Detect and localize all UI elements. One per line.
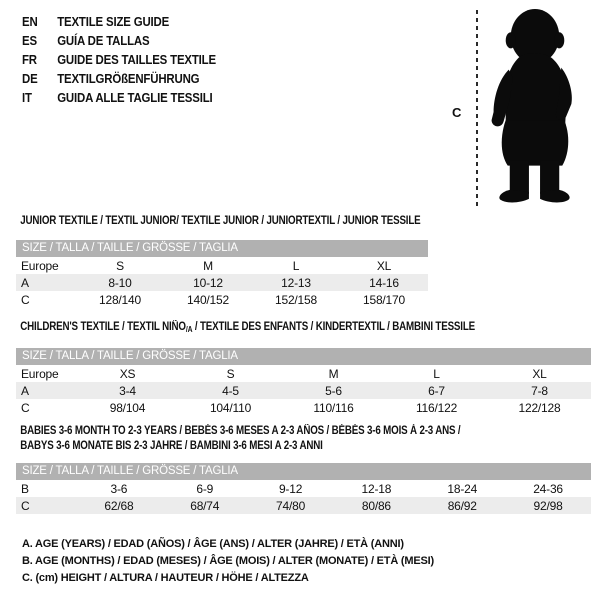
language-row-en (22, 12, 216, 31)
table-cell: 3-6 (110, 481, 128, 496)
language-list (22, 12, 216, 107)
height-measure-label: C (452, 105, 462, 120)
table-cell: S (116, 258, 124, 273)
row-label: C (21, 292, 30, 307)
table-row (16, 480, 591, 497)
row-label: C (21, 498, 30, 513)
table-cell: 128/140 (99, 292, 141, 307)
table-row (16, 274, 428, 291)
table-cell: 4-5 (222, 383, 239, 398)
language-code: FR (22, 52, 37, 67)
table-cell: 10-12 (193, 275, 223, 290)
junior-table-title: JUNIOR TEXTILE / TEXTIL JUNIOR/ TEXTILE JUNIOR / JUNIORTEXTIL / JUNIOR TESSILE (20, 215, 421, 227)
table-cell: 98/104 (109, 400, 146, 415)
note-age-months: B. AGE (MONTHS) / EDAD (MESES) / ÂGE (MOIS) / ALTER (MONATE) / ETÀ (MESI) (22, 555, 434, 567)
row-label: Europe (21, 366, 59, 381)
language-text: TEXTILGRÖßENFÜHRUNG (57, 71, 200, 86)
table-cell: 14-16 (369, 275, 399, 290)
legend-notes (22, 536, 434, 587)
table-cell: 80/86 (361, 498, 391, 513)
table-cell: L (433, 366, 440, 381)
note-height-cm: C. (cm) HEIGHT / ALTURA / HAUTEUR / HÖHE / ALTEZZA (22, 572, 309, 584)
table-row (16, 365, 591, 382)
table-cell: 152/158 (275, 292, 317, 307)
size-header-bar: SIZE / TALLA / TAILLE / GRÖSSE / TAGLIA (16, 348, 591, 365)
table-cell: 158/170 (363, 292, 405, 307)
table-cell: 7-8 (531, 383, 548, 398)
table-row (16, 497, 591, 514)
note-age-years: A. AGE (YEARS) / EDAD (AÑOS) / ÂGE (ANS) / ALTER (JAHRE) / ETÀ (ANNI) (22, 538, 404, 550)
table-cell: 5-6 (325, 383, 342, 398)
table-cell: L (292, 258, 300, 273)
table-cell: 18-24 (447, 481, 478, 496)
babies-table-title-line1: BABIES 3-6 MONTH TO 2-3 YEARS / BEBÉS 3-6 MESES A 2-3 AÑOS / BÉBÉS 3-6 MOIS À 2-3 ANS / (20, 425, 461, 437)
babies-textile-section (16, 424, 591, 514)
table-cell: 68/74 (190, 498, 220, 513)
table-cell: 3-4 (119, 383, 136, 398)
babies-table-title-line2: BABYS 3-6 MONATE BIS 2-3 JAHRE / BAMBINI 3-6 MESI A 2-3 ANNI (20, 440, 323, 452)
table-cell: 74/80 (276, 498, 306, 513)
language-row-fr (22, 50, 216, 69)
table-cell: 140/152 (187, 292, 229, 307)
language-row-it (22, 88, 216, 107)
table-cell: S (226, 366, 235, 381)
language-text: GUIDE DES TAILLES TEXTILE (57, 52, 216, 67)
language-row-es (22, 31, 216, 50)
size-header-bar: SIZE / TALLA / TAILLE / GRÖSSE / TAGLIA (16, 463, 591, 480)
language-code: DE (22, 71, 38, 86)
table-cell: M (203, 258, 213, 273)
table-cell: 86/92 (447, 498, 477, 513)
table-cell: 122/128 (518, 400, 561, 415)
language-code: IT (22, 90, 32, 105)
table-cell: 6-9 (196, 481, 214, 496)
junior-textile-section (16, 214, 428, 308)
table-row (16, 382, 591, 399)
height-measure-dashed-line (476, 10, 478, 206)
childrens-table-title (16, 320, 505, 337)
row-label: C (21, 400, 30, 415)
table-cell: 12-13 (281, 275, 311, 290)
language-text: GUÍA DE TALLAS (57, 33, 150, 48)
table-row (16, 399, 591, 416)
row-label: A (21, 383, 29, 398)
language-code: EN (22, 14, 38, 29)
row-label: Europe (21, 258, 59, 273)
table-cell: XL (532, 366, 547, 381)
childrens-textile-section (16, 320, 591, 416)
table-cell: XS (119, 366, 136, 381)
height-figure (450, 5, 595, 210)
table-cell: M (328, 366, 339, 381)
table-cell: 92/98 (533, 498, 563, 513)
table-cell: 6-7 (428, 383, 445, 398)
language-text: GUIDA ALLE TAGLIE TESSILI (57, 90, 213, 105)
table-row (16, 257, 428, 274)
table-cell: 110/116 (313, 400, 354, 415)
table-cell: 9-12 (278, 481, 303, 496)
language-code: ES (22, 33, 37, 48)
toddler-silhouette-icon (484, 7, 586, 209)
title-part: CHILDREN'S TEXTILE / TEXTIL NIÑO (20, 321, 186, 333)
table-cell: 116/122 (415, 400, 458, 415)
table-cell: 104/110 (209, 400, 252, 415)
table-cell: XL (376, 258, 392, 273)
size-header-bar: SIZE / TALLA / TAILLE / GRÖSSE / TAGLIA (16, 240, 428, 257)
table-cell: 62/68 (104, 498, 134, 513)
table-cell: 12-18 (361, 481, 392, 496)
table-cell: 24-36 (533, 481, 563, 496)
row-label: B (21, 481, 29, 496)
language-row-de (22, 69, 216, 88)
title-subscript: /A (185, 325, 193, 334)
row-label: A (21, 275, 29, 290)
table-cell: 8-10 (108, 275, 132, 290)
title-part: / TEXTILE DES ENFANTS / KINDERTEXTIL / BAMBINI TESSILE (192, 321, 475, 333)
language-text: TEXTILE SIZE GUIDE (57, 14, 170, 29)
table-row (16, 291, 428, 308)
